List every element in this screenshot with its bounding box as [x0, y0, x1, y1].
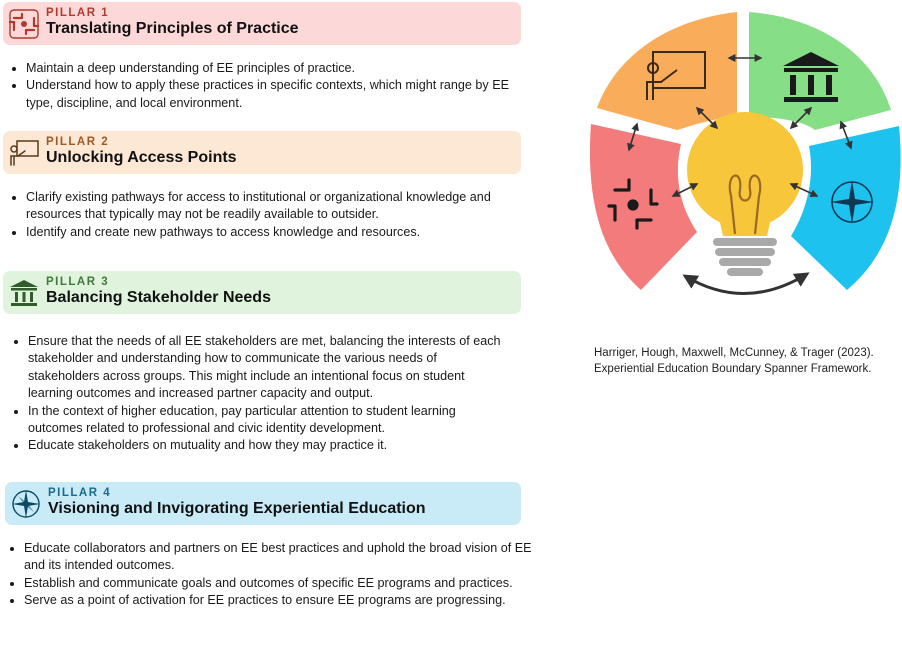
lightbulb	[687, 112, 803, 228]
pillar-1-bullets	[6, 60, 526, 112]
pillar-1-title: Translating Principles of Practice	[46, 20, 299, 37]
pillar-1-kicker: PILLAR 1	[46, 7, 110, 19]
citation-line-2: Experiential Education Boundary Spanner Framework.	[594, 362, 872, 375]
segment-red	[590, 124, 697, 290]
pillar-3-header	[3, 271, 521, 314]
pillar-2-header	[3, 131, 521, 174]
pillar-2-kicker: PILLAR 2	[46, 136, 110, 148]
list-item: • Educate collaborators and partners on EE best practices and uphold the broad vision of EE and its intended outcomes.	[24, 540, 534, 575]
pillar-4-title: Visioning and Invigorating Experiential Education	[48, 500, 426, 517]
pillar-3-kicker: PILLAR 3	[46, 276, 110, 288]
pillar-2-title: Unlocking Access Points	[46, 149, 237, 166]
teacher-presentation-icon	[8, 137, 40, 169]
list-item: • In the context of higher education, pay particular attention to student learning outcomes related to professional and civic identity development.	[28, 403, 508, 438]
list-item: • Identify and create new pathways to access knowledge and resources.	[26, 224, 536, 241]
segment-blue	[791, 126, 901, 290]
pillar-3-bullets	[8, 333, 508, 455]
pillar-2-bullets	[6, 189, 536, 241]
list-item: • Understand how to apply these practices in specific contexts, which might range by EE type, discipline, and local environment.	[26, 77, 526, 112]
cycle-arrow	[685, 274, 807, 294]
segment-orange	[597, 12, 737, 130]
pillar-4-header	[5, 482, 521, 525]
list-item: • Establish and communicate goals and outcomes of specific EE programs and practices.	[24, 575, 534, 592]
list-item: • Educate stakeholders on mutuality and how they may practice it.	[28, 437, 508, 454]
citation-line-1: Harriger, Hough, Maxwell, McCunney, & Trager (2023).	[594, 347, 874, 359]
boundary-spanner-diagram	[585, 8, 902, 308]
list-item: • Ensure that the needs of all EE stakeholders are met, balancing the interests of each stakeholder and understanding how to communicate the various needs of stakeholders across groups. This might include an intentional focus on student learning outcomes and increased partner capacity and output.	[28, 333, 508, 403]
pillar-4-kicker: PILLAR 4	[48, 487, 112, 499]
hands-together-icon	[8, 8, 40, 40]
pillar-4-bullets	[4, 540, 534, 610]
bulb-base	[713, 238, 777, 246]
pillar-1-header	[3, 2, 521, 45]
compass-icon	[10, 488, 42, 520]
pillar-3-title: Balancing Stakeholder Needs	[46, 289, 271, 306]
list-item: • Maintain a deep understanding of EE principles of practice.	[26, 60, 526, 77]
institution-building-icon	[8, 277, 40, 309]
list-item: • Clarify existing pathways for access to institutional or organizational knowledge and resources that typically may not be readily available to outsider.	[26, 189, 536, 224]
list-item: • Serve as a point of activation for EE practices to ensure EE programs are progressing.	[24, 592, 534, 609]
citation	[594, 346, 874, 377]
